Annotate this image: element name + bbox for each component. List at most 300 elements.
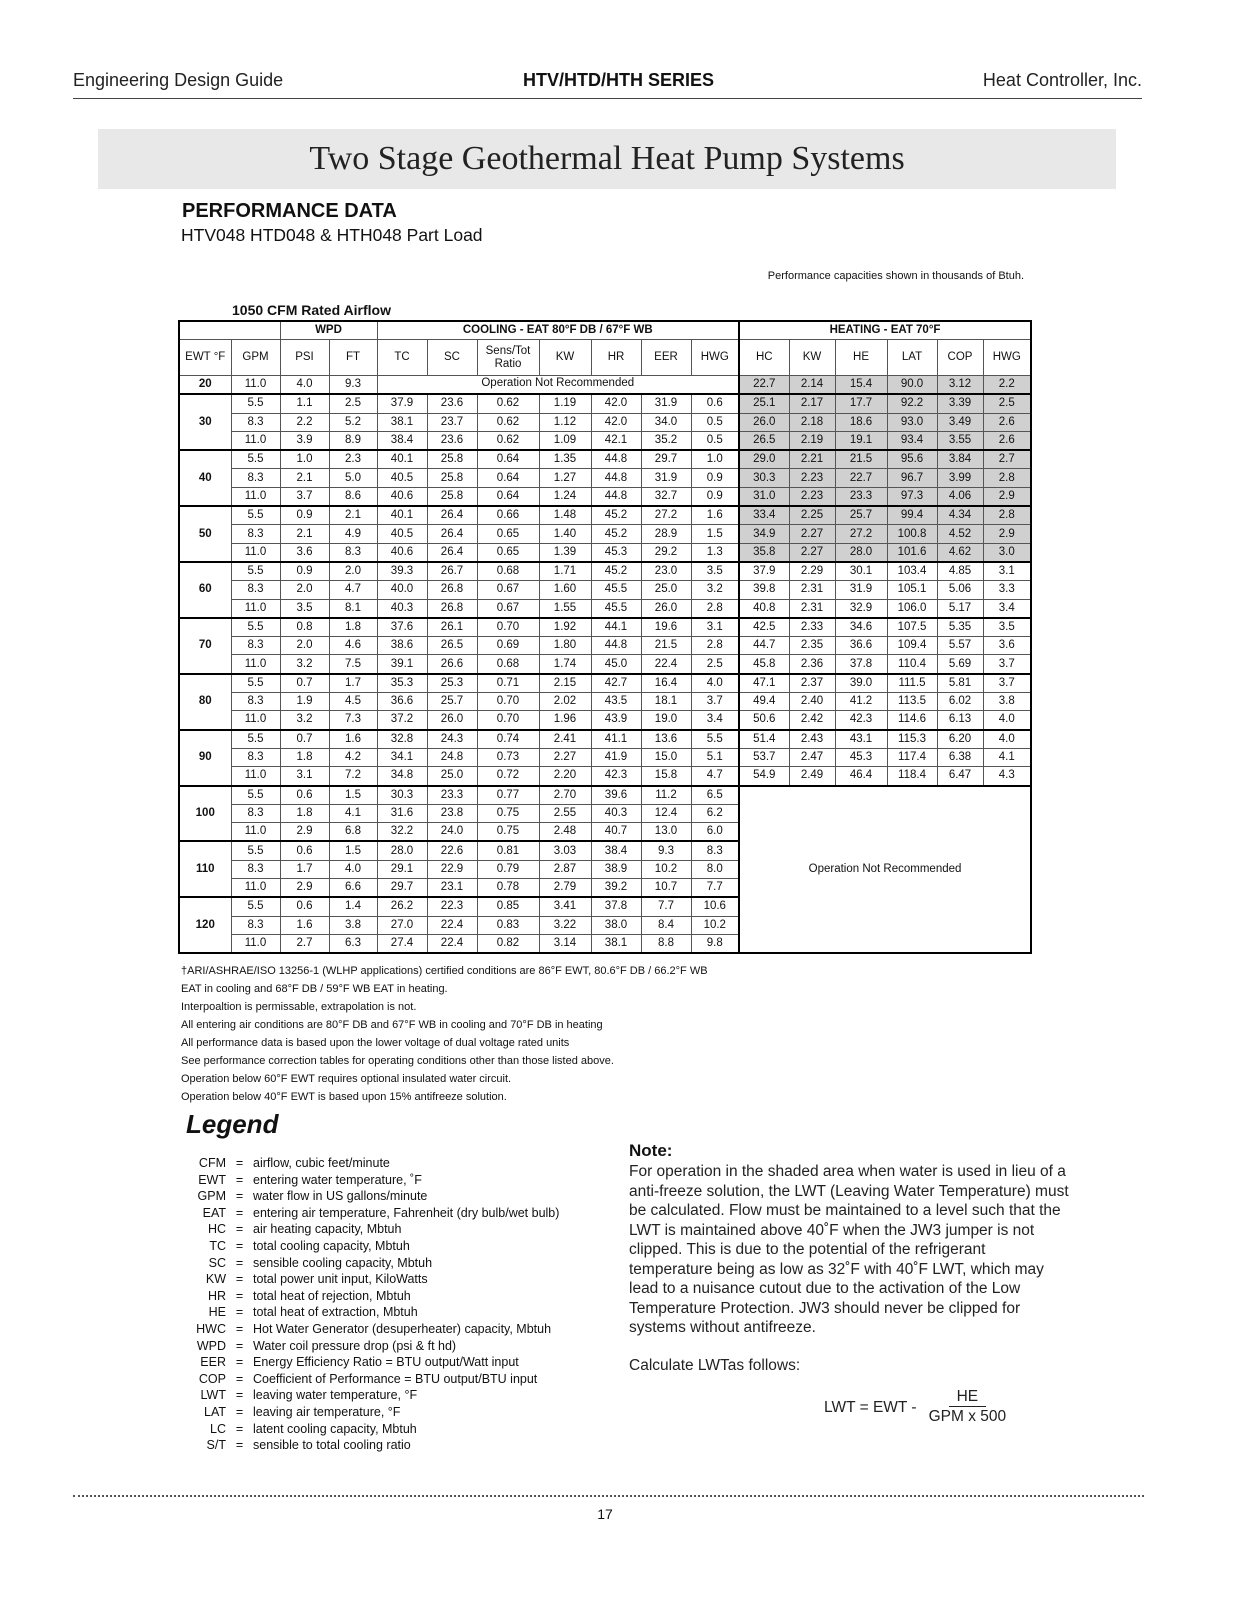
data-cell: 3.8 (329, 916, 377, 934)
data-cell: 5.5 (231, 618, 280, 637)
data-cell: 44.7 (739, 637, 789, 655)
data-cell: 2.18 (789, 413, 835, 431)
data-cell: 2.48 (539, 823, 591, 842)
data-cell: 40.5 (377, 469, 427, 487)
note-body: For operation in the shaded area when water is used in lieu of a anti-freeze solution, the LWT (Leaving Water Temperature) must be calculated. Flow must be maintained to a level such that the LWT is maintained above 40˚F when the JW3 jumper is not clipped. This is due to the potential of the refrigerant temperature being as low as 32˚F with 40˚F LWT, which may lead to a nuisance cutout due to the activation of the Low Temperature Protection. JW3 should never be clipped for systems without antifreeze. (629, 1163, 1069, 1336)
data-cell: 6.6 (329, 879, 377, 898)
legend-desc: Hot Water Generator (desuperheater) capacity, Mbtuh (253, 1321, 552, 1336)
legend-abbr: EAT (202, 1205, 226, 1220)
data-cell: 0.72 (477, 767, 539, 786)
data-cell: 0.70 (477, 711, 539, 730)
data-cell: 41.9 (591, 748, 641, 766)
data-cell: 46.4 (835, 767, 887, 786)
data-cell: 39.2 (591, 879, 641, 898)
legend-desc: leaving water temperature, °F (253, 1388, 418, 1403)
legend-abbr: HWC (196, 1321, 226, 1336)
data-cell: 7.7 (691, 879, 739, 898)
data-cell: 110.4 (887, 655, 937, 674)
data-cell: 0.75 (477, 823, 539, 842)
data-cell: 19.0 (641, 711, 691, 730)
data-cell: 0.69 (477, 637, 539, 655)
data-cell: 1.0 (691, 450, 739, 469)
legend-desc: total heat of rejection, Mbtuh (253, 1288, 411, 1303)
group-header-heating: HEATING - EAT 70°F (739, 321, 1031, 340)
data-cell: 8.3 (231, 581, 280, 599)
legend-abbr: HE (208, 1305, 226, 1320)
data-cell: 30.3 (377, 786, 427, 805)
data-cell: 24.8 (427, 748, 477, 766)
data-cell: 1.71 (539, 562, 591, 581)
data-cell: 2.6 (983, 413, 1031, 431)
data-cell: 2.27 (789, 525, 835, 543)
data-cell: 1.5 (329, 786, 377, 805)
table-row (179, 655, 1031, 674)
data-cell: 3.3 (983, 581, 1031, 599)
data-cell: 0.9 (280, 562, 329, 581)
footnote: Interpoaltion is permissable, extrapolation is not. (181, 1001, 417, 1013)
table-row (179, 450, 1031, 469)
table-row (179, 693, 1031, 711)
data-cell: 40.0 (377, 581, 427, 599)
legend-equals: = (235, 1438, 244, 1453)
data-cell: 22.4 (641, 655, 691, 674)
legend-equals: = (235, 1371, 244, 1386)
data-cell: 3.1 (983, 562, 1031, 581)
data-cell: 2.37 (789, 674, 835, 693)
data-cell: 34.1 (377, 748, 427, 766)
legend-desc: latent cooling capacity, Mbtuh (253, 1421, 417, 1436)
data-cell: 18.6 (835, 413, 887, 431)
data-cell: 4.0 (329, 860, 377, 878)
data-cell: 4.0 (983, 711, 1031, 730)
data-cell: 32.8 (377, 730, 427, 749)
data-cell: 2.5 (983, 394, 1031, 413)
data-cell: 8.3 (231, 916, 280, 934)
data-cell: 8.3 (231, 693, 280, 711)
data-cell: 2.21 (789, 450, 835, 469)
heating-operation-not-recommended: Operation Not Recommended (739, 786, 1031, 954)
data-cell: 26.0 (641, 599, 691, 618)
data-cell: 0.8 (280, 618, 329, 637)
legend-abbr: KW (205, 1272, 226, 1287)
data-cell: 8.3 (231, 748, 280, 766)
data-cell: 92.2 (887, 394, 937, 413)
data-cell: 2.7 (983, 450, 1031, 469)
data-cell: 15.8 (641, 767, 691, 786)
data-cell: 44.8 (591, 637, 641, 655)
data-cell: 2.3 (329, 450, 377, 469)
column-header: GPM (231, 340, 280, 376)
data-cell: 26.4 (427, 506, 477, 525)
data-cell: 27.4 (377, 934, 427, 953)
data-cell: 16.4 (641, 674, 691, 693)
data-cell: 29.7 (377, 879, 427, 898)
data-cell: 0.64 (477, 469, 539, 487)
legend-item (186, 1238, 559, 1255)
data-cell: 96.7 (887, 469, 937, 487)
data-cell: 3.6 (280, 543, 329, 562)
table-row (179, 711, 1031, 730)
footnote: Operation below 40°F EWT is based upon 15% antifreeze solution. (181, 1091, 507, 1103)
data-cell: 2.47 (789, 748, 835, 766)
legend-desc: Water coil pressure drop (psi & ft hd) (253, 1338, 457, 1353)
data-cell: 3.2 (280, 711, 329, 730)
data-cell: 21.5 (835, 450, 887, 469)
legend-equals: = (235, 1255, 244, 1270)
data-cell: 10.2 (641, 860, 691, 878)
data-cell: 114.6 (887, 711, 937, 730)
data-cell: 26.4 (427, 543, 477, 562)
footer-rule (73, 1495, 1144, 1497)
data-cell: 26.8 (427, 581, 477, 599)
data-cell: 3.5 (280, 599, 329, 618)
data-cell: 0.66 (477, 506, 539, 525)
data-cell: 1.9 (280, 693, 329, 711)
legend-equals: = (235, 1205, 244, 1220)
data-cell: 2.27 (789, 543, 835, 562)
data-cell: 0.77 (477, 786, 539, 805)
legend-equals: = (235, 1172, 244, 1187)
column-header: KW (789, 340, 835, 376)
legend-abbr: HR (207, 1288, 226, 1303)
data-cell: 2.42 (789, 711, 835, 730)
data-cell: 42.0 (591, 413, 641, 431)
data-cell: 2.40 (789, 693, 835, 711)
data-cell: 26.1 (427, 618, 477, 637)
data-cell: 106.0 (887, 599, 937, 618)
ft-cell: 9.3 (329, 376, 377, 395)
legend-desc: sensible to total cooling ratio (253, 1438, 411, 1453)
data-cell: 13.6 (641, 730, 691, 749)
header-series: HTV/HTD/HTH SERIES (522, 70, 714, 90)
legend-item (186, 1354, 559, 1371)
data-cell: 2.29 (789, 562, 835, 581)
data-cell: 101.6 (887, 543, 937, 562)
data-cell: 0.67 (477, 599, 539, 618)
data-cell: 8.0 (691, 860, 739, 878)
data-cell: 0.6 (691, 394, 739, 413)
legend-equals: = (235, 1272, 244, 1287)
data-cell: 28.0 (835, 543, 887, 562)
data-cell: 5.5 (231, 674, 280, 693)
data-cell: 42.3 (591, 767, 641, 786)
data-cell: 2.9 (280, 879, 329, 898)
data-cell: 0.9 (691, 469, 739, 487)
data-cell: 0.74 (477, 730, 539, 749)
data-cell: 44.1 (591, 618, 641, 637)
data-cell: 11.2 (641, 786, 691, 805)
data-cell: 1.39 (539, 543, 591, 562)
data-cell: 31.9 (641, 394, 691, 413)
legend-desc: leaving air temperature, °F (253, 1404, 401, 1419)
data-cell: 29.0 (739, 450, 789, 469)
data-cell: 11.0 (231, 934, 280, 953)
data-cell: 3.14 (539, 934, 591, 953)
data-cell: 45.2 (591, 506, 641, 525)
data-cell: 6.02 (937, 693, 983, 711)
table-row (179, 637, 1031, 655)
data-cell: 117.4 (887, 748, 937, 766)
group-header-wpd: WPD (280, 321, 377, 340)
heating-cell: 22.7 (739, 376, 789, 395)
legend-item (186, 1304, 559, 1321)
data-cell: 45.5 (591, 581, 641, 599)
data-cell: 4.1 (329, 804, 377, 822)
data-cell: 4.5 (329, 693, 377, 711)
data-cell: 45.2 (591, 562, 641, 581)
data-cell: 40.7 (591, 823, 641, 842)
data-cell: 31.6 (377, 804, 427, 822)
data-cell: 8.9 (329, 431, 377, 450)
data-cell: 17.7 (835, 394, 887, 413)
data-cell: 33.4 (739, 506, 789, 525)
data-cell: 2.9 (983, 487, 1031, 506)
legend-item (186, 1188, 559, 1205)
column-header-row (179, 340, 1031, 376)
data-cell: 1.60 (539, 581, 591, 599)
heating-cell: 90.0 (887, 376, 937, 395)
note-calc-label: Calculate LWTas follows: (629, 1357, 801, 1374)
legend-abbr: COP (198, 1371, 226, 1386)
data-cell: 29.1 (377, 860, 427, 878)
legend-equals: = (235, 1421, 244, 1436)
data-cell: 2.43 (789, 730, 835, 749)
data-cell: 118.4 (887, 767, 937, 786)
data-cell: 0.9 (691, 487, 739, 506)
data-cell: 43.9 (591, 711, 641, 730)
data-cell: 21.5 (641, 637, 691, 655)
data-cell: 4.34 (937, 506, 983, 525)
data-cell: 29.7 (641, 450, 691, 469)
data-cell: 3.7 (280, 487, 329, 506)
data-cell: 8.8 (641, 934, 691, 953)
legend-equals: = (235, 1404, 244, 1419)
data-cell: 105.1 (887, 581, 937, 599)
data-cell: 3.5 (983, 618, 1031, 637)
legend-equals: = (235, 1355, 244, 1370)
data-cell: 2.35 (789, 637, 835, 655)
group-header-cooling: COOLING - EAT 80°F DB / 67°F WB (377, 321, 739, 340)
data-cell: 1.7 (329, 674, 377, 693)
data-cell: 26.8 (427, 599, 477, 618)
data-cell: 113.5 (887, 693, 937, 711)
data-cell: 32.9 (835, 599, 887, 618)
column-header: HR (591, 340, 641, 376)
data-cell: 8.1 (329, 599, 377, 618)
legend-desc: water flow in US gallons/minute (253, 1189, 428, 1204)
table-row (179, 506, 1031, 525)
data-cell: 111.5 (887, 674, 937, 693)
section-heading: PERFORMANCE DATA (182, 200, 397, 222)
data-cell: 3.7 (691, 693, 739, 711)
data-cell: 0.78 (477, 879, 539, 898)
data-cell: 26.6 (427, 655, 477, 674)
data-cell: 27.2 (641, 506, 691, 525)
data-cell: 0.65 (477, 525, 539, 543)
ewt-cell: 60 (179, 562, 231, 618)
data-cell: 2.0 (280, 637, 329, 655)
data-cell: 38.6 (377, 637, 427, 655)
heating-cell: 2.2 (983, 376, 1031, 395)
data-cell: 38.4 (377, 431, 427, 450)
data-cell: 25.0 (641, 581, 691, 599)
data-cell: 0.83 (477, 916, 539, 934)
legend-item (186, 1221, 559, 1238)
data-cell: 3.1 (280, 767, 329, 786)
data-cell: 0.7 (280, 730, 329, 749)
data-cell: 23.0 (641, 562, 691, 581)
data-cell: 3.6 (983, 637, 1031, 655)
legend-abbr: WPD (196, 1338, 226, 1353)
data-cell: 3.4 (691, 711, 739, 730)
data-cell: 95.6 (887, 450, 937, 469)
data-cell: 1.19 (539, 394, 591, 413)
data-cell: 2.15 (539, 674, 591, 693)
data-cell: 2.8 (691, 599, 739, 618)
data-cell: 2.79 (539, 879, 591, 898)
header-rule (73, 98, 1142, 99)
data-cell: 37.9 (739, 562, 789, 581)
data-cell: 40.8 (739, 599, 789, 618)
data-cell: 2.1 (280, 469, 329, 487)
data-cell: 6.47 (937, 767, 983, 786)
data-cell: 4.85 (937, 562, 983, 581)
data-cell: 2.8 (691, 637, 739, 655)
data-cell: 1.24 (539, 487, 591, 506)
legend-equals: = (235, 1321, 244, 1336)
data-cell: 4.52 (937, 525, 983, 543)
ewt-cell: 50 (179, 506, 231, 562)
data-cell: 0.62 (477, 394, 539, 413)
data-cell: 22.4 (427, 934, 477, 953)
ewt-cell: 90 (179, 730, 231, 786)
data-cell: 2.25 (789, 506, 835, 525)
data-cell: 2.1 (329, 506, 377, 525)
data-cell: 0.73 (477, 748, 539, 766)
data-cell: 23.1 (427, 879, 477, 898)
data-cell: 3.49 (937, 413, 983, 431)
data-cell: 6.2 (691, 804, 739, 822)
footnotes (181, 962, 708, 1106)
data-cell: 7.3 (329, 711, 377, 730)
column-header: KW (539, 340, 591, 376)
legend-abbr: EER (200, 1355, 226, 1370)
ewt-cell: 30 (179, 394, 231, 450)
table-row (179, 487, 1031, 506)
ewt-cell: 100 (179, 786, 231, 842)
data-cell: 26.0 (427, 711, 477, 730)
data-cell: 11.0 (231, 823, 280, 842)
data-cell: 24.0 (427, 823, 477, 842)
data-cell: 93.4 (887, 431, 937, 450)
title-band (98, 129, 1116, 189)
data-cell: 8.3 (231, 637, 280, 655)
psi-cell: 4.0 (280, 376, 329, 395)
data-cell: 32.2 (377, 823, 427, 842)
data-cell: 3.2 (280, 655, 329, 674)
data-cell: 109.4 (887, 637, 937, 655)
section-subheading: HTV048 HTD048 & HTH048 Part Load (181, 225, 483, 245)
data-cell: 44.8 (591, 450, 641, 469)
data-cell: 38.0 (591, 916, 641, 934)
data-cell: 115.3 (887, 730, 937, 749)
heating-cell: 3.12 (937, 376, 983, 395)
data-cell: 1.0 (280, 450, 329, 469)
data-cell: 1.1 (280, 394, 329, 413)
table-row (179, 748, 1031, 766)
data-cell: 3.4 (983, 599, 1031, 618)
data-cell: 11.0 (231, 431, 280, 450)
data-cell: 4.2 (329, 748, 377, 766)
data-cell: 8.3 (231, 469, 280, 487)
data-cell: 1.7 (280, 860, 329, 878)
data-cell: 43.5 (591, 693, 641, 711)
data-cell: 4.7 (329, 581, 377, 599)
data-cell: 40.1 (377, 450, 427, 469)
legend-equals: = (235, 1388, 244, 1403)
legend-item (186, 1155, 559, 1172)
data-cell: 1.4 (329, 897, 377, 916)
data-cell: 1.96 (539, 711, 591, 730)
data-cell: 1.6 (329, 730, 377, 749)
data-cell: 4.06 (937, 487, 983, 506)
data-cell: 0.71 (477, 674, 539, 693)
data-cell: 0.6 (280, 897, 329, 916)
data-cell: 0.64 (477, 487, 539, 506)
data-cell: 28.9 (641, 525, 691, 543)
data-cell: 1.5 (329, 841, 377, 860)
data-cell: 2.5 (691, 655, 739, 674)
data-cell: 54.9 (739, 767, 789, 786)
data-cell: 45.3 (591, 543, 641, 562)
header-company: Heat Controller, Inc. (982, 70, 1142, 90)
page-title: Two Stage Geothermal Heat Pump Systems (309, 140, 905, 177)
legend-desc: Energy Efficiency Ratio = BTU output/Watt input (253, 1355, 519, 1370)
table-row (179, 786, 1031, 805)
data-cell: 23.3 (427, 786, 477, 805)
data-cell: 1.12 (539, 413, 591, 431)
heating-cell: 2.14 (789, 376, 835, 395)
data-cell: 0.6 (280, 841, 329, 860)
data-cell: 1.09 (539, 431, 591, 450)
data-cell: 4.0 (691, 674, 739, 693)
data-cell: 1.48 (539, 506, 591, 525)
data-cell: 4.6 (329, 637, 377, 655)
data-cell: 31.0 (739, 487, 789, 506)
data-cell: 6.38 (937, 748, 983, 766)
data-cell: 3.55 (937, 431, 983, 450)
data-cell: 15.0 (641, 748, 691, 766)
data-cell: 45.8 (739, 655, 789, 674)
data-cell: 2.2 (280, 413, 329, 431)
data-cell: 6.20 (937, 730, 983, 749)
ewt-cell: 110 (179, 841, 231, 897)
data-cell: 2.87 (539, 860, 591, 878)
data-cell: 5.2 (329, 413, 377, 431)
data-cell: 5.5 (231, 897, 280, 916)
data-cell: 23.6 (427, 431, 477, 450)
data-cell: 6.13 (937, 711, 983, 730)
data-cell: 6.8 (329, 823, 377, 842)
data-cell: 45.2 (591, 525, 641, 543)
data-cell: 0.68 (477, 655, 539, 674)
data-cell: 23.6 (427, 394, 477, 413)
data-cell: 50.6 (739, 711, 789, 730)
data-cell: 38.9 (591, 860, 641, 878)
data-cell: 3.8 (983, 693, 1031, 711)
data-cell: 5.5 (231, 562, 280, 581)
column-header: HE (835, 340, 887, 376)
